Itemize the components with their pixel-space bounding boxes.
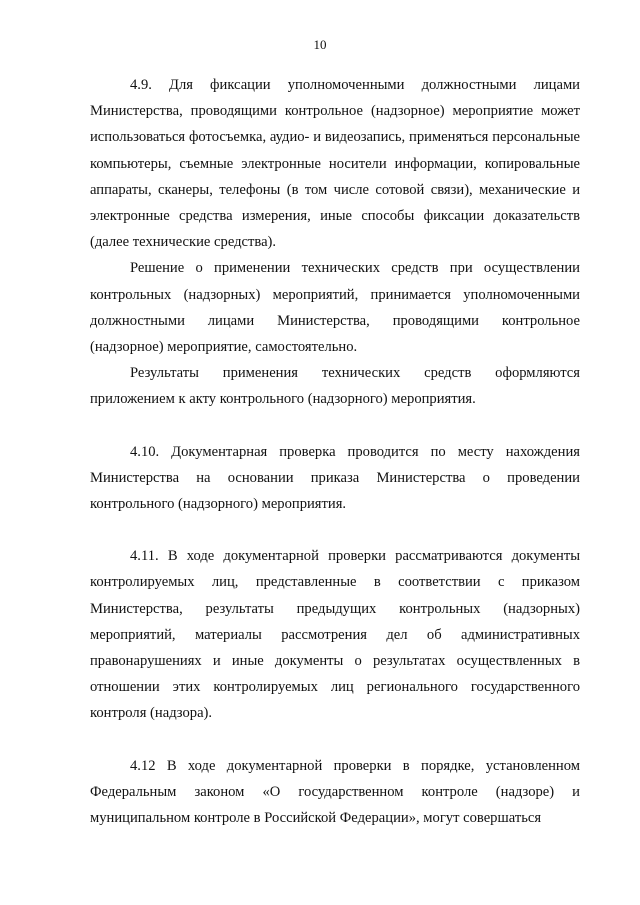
document-body <box>90 72 580 831</box>
paragraph-4-11: 4.11. В ходе документарной проверки рассматриваются документы контролируемых лиц, представленные в соответствии с приказом Министерства, результаты предыдущих контрольных (надзорных) мероприятий, материалы рассмотрения дел об административных правонарушениях и иные документы о результатах осуществленных в отношении этих контролируемых лиц регионального государственного контроля (надзора). <box>90 548 580 722</box>
paragraph-4-12: 4.12 В ходе документарной проверки в порядке, установленном Федеральным законом «О государственном контроле (надзоре) и муниципальном контроле в Российской Федерации», могут совершаться <box>90 757 580 827</box>
paragraph-4-9: 4.9. Для фиксации уполномоченными должностными лицами Министерства, проводящими контрольное (надзорное) мероприятие может использоваться фотосъемка, аудио- и видеозапись, применяться персональные компьютеры, съемные электронные носители информации, копировальные аппараты, сканеры, телефоны (в том числе сотовой связи), механические и электронные средства измерения, иные способы фиксации доказательств (далее технические средства). <box>90 77 580 251</box>
page-number: 10 <box>313 37 327 52</box>
paragraph-4-10: 4.10. Документарная проверка проводится по месту нахождения Министерства на основании приказа Министерства о проведении контрольного (надзорного) мероприятия. <box>90 443 580 513</box>
paragraph-technical-means-results: Результаты применения технических средств оформляются приложением к акту контрольного (надзорного) мероприятия. <box>90 365 580 408</box>
paragraph-technical-means-decision: Решение о применении технических средств при осуществлении контрольных (надзорных) мероприятий, принимается уполномоченными должностными лицами Министерства, проводящими контрольное (надзорное) мероприятие, самостоятельно. <box>90 260 580 356</box>
